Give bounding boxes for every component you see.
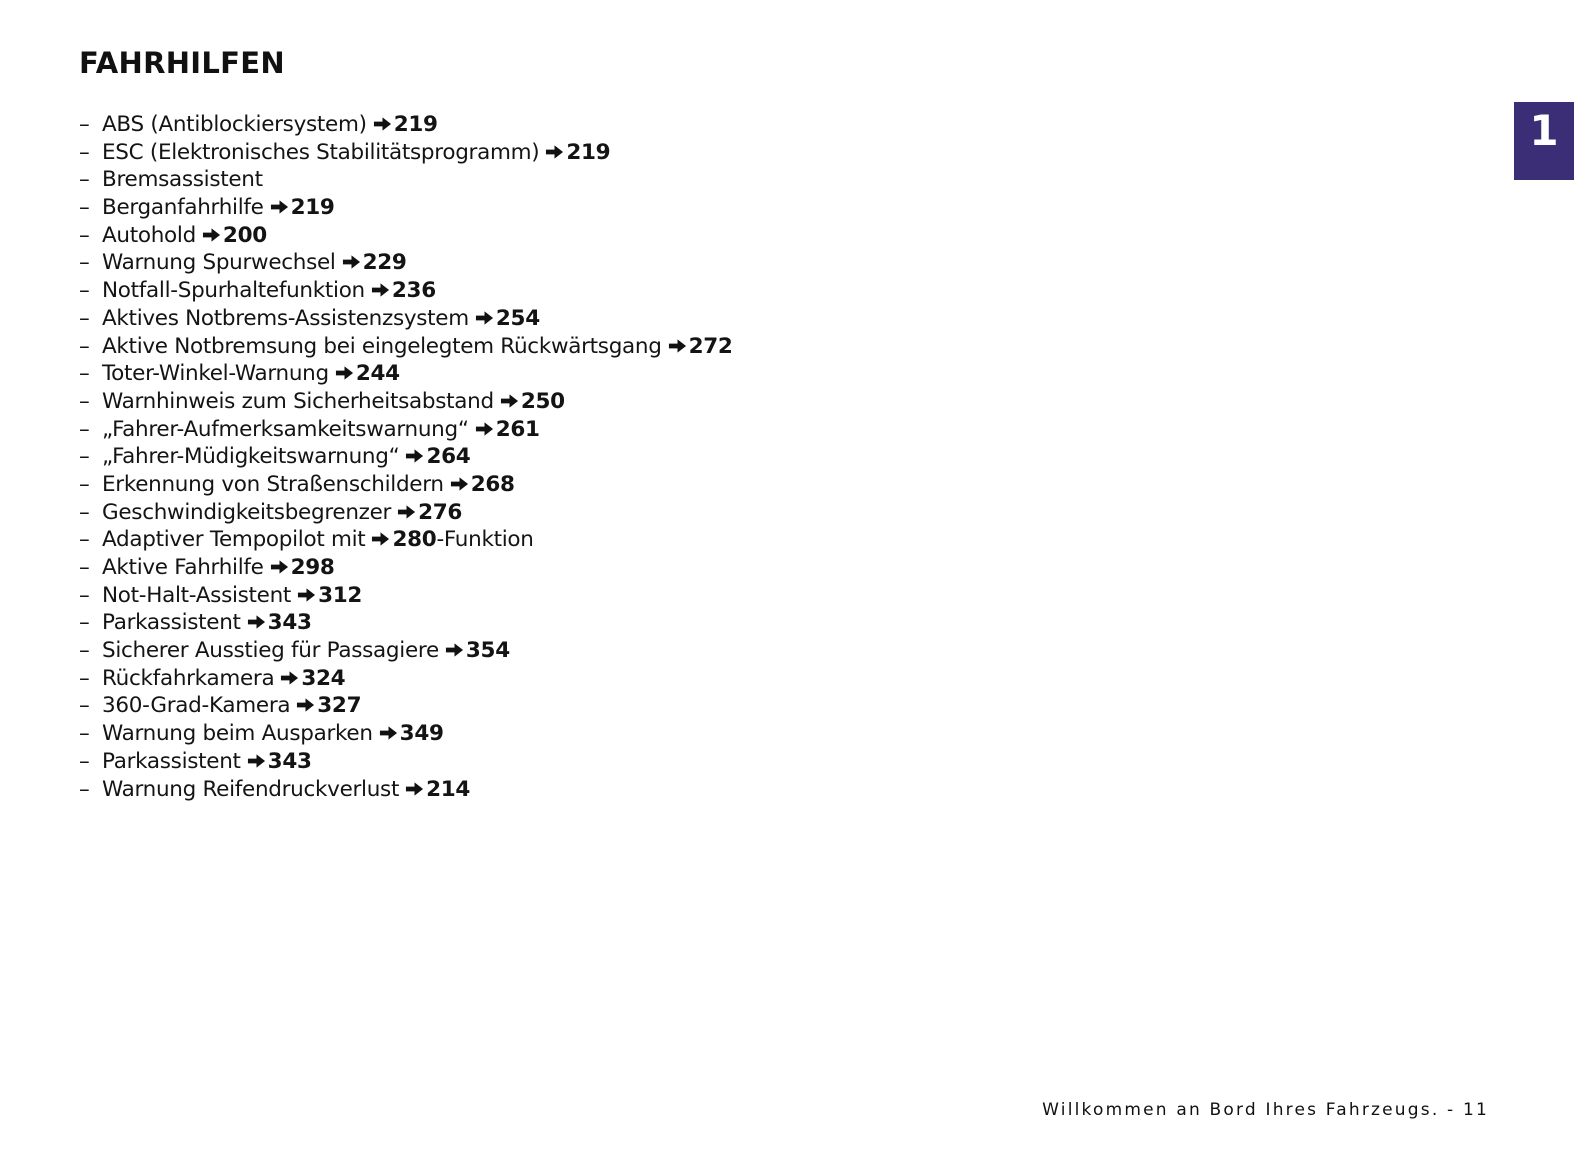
list-item	[79, 637, 733, 665]
arrow-right-icon	[371, 529, 390, 549]
arrow-right-icon	[335, 363, 354, 383]
page-reference-link[interactable]: 354	[465, 638, 510, 664]
page-reference-link[interactable]: 200	[222, 222, 267, 248]
page-reference-link[interactable]: 214	[426, 776, 471, 802]
arrow-right-icon	[379, 723, 398, 743]
page-reference-link[interactable]: 261	[495, 416, 540, 442]
item-label: Autohold	[102, 222, 196, 248]
list-dash: –	[79, 610, 90, 636]
page-reference-link[interactable]: 324	[301, 665, 346, 691]
list-item	[79, 139, 733, 167]
item-label: Warnung Reifendruckverlust	[102, 776, 400, 802]
list-dash: –	[79, 195, 90, 221]
list-dash: –	[79, 444, 90, 470]
item-label: „Fahrer-Aufmerksamkeitswarnung“	[102, 416, 469, 442]
list-item	[79, 222, 733, 250]
list-dash: –	[79, 499, 90, 525]
item-label: 360-Grad-Kamera	[102, 693, 291, 719]
page-reference-link[interactable]: 343	[267, 610, 312, 636]
list-item	[79, 388, 733, 416]
item-suffix: -Funktion	[436, 527, 534, 553]
arrow-right-icon	[297, 585, 316, 605]
list-dash: –	[79, 388, 90, 414]
list-item	[79, 333, 733, 361]
list-dash: –	[79, 665, 90, 691]
item-label: Warnhinweis zum Sicherheitsabstand	[102, 388, 494, 414]
page-reference-link[interactable]: 349	[399, 721, 444, 747]
item-label: Rückfahrkamera	[102, 665, 275, 691]
list-item	[79, 416, 733, 444]
list-dash: –	[79, 471, 90, 497]
item-label: Aktive Fahrhilfe	[102, 555, 264, 580]
page-reference-link[interactable]: 276	[418, 499, 463, 525]
page-reference-link[interactable]: 298	[290, 555, 335, 580]
item-label: „Fahrer-Müdigkeitswarnung“	[102, 444, 400, 470]
arrow-right-icon	[475, 308, 494, 328]
item-label: Aktives Notbrems-Assistenzsystem	[102, 305, 469, 331]
list-item	[79, 360, 733, 388]
item-label: Geschwindigkeitsbegrenzer	[102, 499, 392, 525]
arrow-right-icon	[397, 502, 416, 522]
page-reference-link[interactable]: 219	[290, 195, 335, 221]
arrow-right-icon	[247, 612, 266, 632]
arrow-right-icon	[280, 668, 299, 688]
page-reference-link[interactable]: 254	[495, 305, 540, 331]
list-item	[79, 554, 733, 582]
page-reference-link[interactable]: 219	[393, 112, 438, 137]
list-dash: –	[79, 333, 90, 359]
chapter-tab-number: 1	[1529, 106, 1559, 155]
list-item	[79, 305, 733, 333]
list-dash: –	[79, 278, 90, 304]
arrow-right-icon	[296, 695, 315, 715]
page-reference-link[interactable]: 264	[426, 444, 471, 470]
list-dash: –	[79, 222, 90, 248]
list-dash: –	[79, 167, 90, 193]
item-label: Not-Halt-Assistent	[102, 582, 292, 608]
arrow-right-icon	[247, 751, 266, 771]
item-label: Adaptiver Tempopilot mit	[102, 527, 366, 553]
list-dash: –	[79, 748, 90, 774]
list-item	[79, 776, 733, 804]
list-item	[79, 111, 733, 139]
arrow-right-icon	[202, 225, 221, 245]
arrow-right-icon	[475, 419, 494, 439]
arrow-right-icon	[668, 336, 687, 356]
arrow-right-icon	[373, 114, 392, 134]
arrow-right-icon	[270, 197, 289, 217]
list-dash: –	[79, 721, 90, 747]
item-label: Erkennung von Straßenschildern	[102, 471, 444, 497]
page-reference-link[interactable]: 312	[318, 582, 363, 608]
list-dash: –	[79, 112, 90, 137]
item-label: Notfall-Spurhaltefunktion	[102, 278, 365, 304]
list-dash: –	[79, 527, 90, 553]
arrow-right-icon	[450, 474, 469, 494]
item-label: Warnung beim Ausparken	[102, 721, 373, 747]
list-item	[79, 609, 733, 637]
section-title: FAHRHILFEN	[79, 46, 285, 80]
list-dash: –	[79, 638, 90, 664]
chapter-tab[interactable]	[1514, 102, 1574, 180]
item-label: ESC (Elektronisches Stabilitätsprogramm)	[102, 139, 540, 165]
list-item	[79, 194, 733, 222]
list-item	[79, 748, 733, 776]
list-dash: –	[79, 361, 90, 387]
list-dash: –	[79, 416, 90, 442]
arrow-right-icon	[545, 142, 564, 162]
list-item	[79, 443, 733, 471]
item-label: Parkassistent	[102, 610, 241, 636]
item-label: Warnung Spurwechsel	[102, 250, 336, 276]
arrow-right-icon	[405, 446, 424, 466]
list-dash: –	[79, 305, 90, 331]
page-reference-link[interactable]: 327	[317, 693, 362, 719]
list-item	[79, 665, 733, 693]
list-dash: –	[79, 250, 90, 276]
page-reference-link[interactable]: 272	[688, 333, 733, 359]
list-item	[79, 166, 733, 194]
page-reference-link[interactable]: 268	[470, 471, 515, 497]
list-item	[79, 582, 733, 610]
list-item	[79, 249, 733, 277]
list-item	[79, 720, 733, 748]
arrow-right-icon	[371, 280, 390, 300]
page-reference-link[interactable]: 219	[566, 139, 611, 165]
item-label: Aktive Notbremsung bei eingelegtem Rückwärtsgang	[102, 333, 662, 359]
arrow-right-icon	[500, 391, 519, 411]
page-reference-link[interactable]: 244	[355, 361, 400, 387]
list-item	[79, 277, 733, 305]
list-dash: –	[79, 139, 90, 165]
item-label: Sicherer Ausstieg für Passagiere	[102, 638, 439, 664]
item-label: ABS (Antiblockiersystem)	[102, 112, 367, 137]
item-label: Parkassistent	[102, 748, 241, 774]
arrow-right-icon	[342, 252, 361, 272]
page-reference-link[interactable]: 250	[520, 388, 565, 414]
arrow-right-icon	[270, 557, 289, 577]
list-item	[79, 692, 733, 720]
list-item	[79, 471, 733, 499]
page-reference-link[interactable]: 229	[362, 250, 407, 276]
arrow-right-icon	[405, 779, 424, 799]
list-dash: –	[79, 582, 90, 608]
list-dash: –	[79, 693, 90, 719]
page-footer: Willkommen an Bord Ihres Fahrzeugs. - 11	[1042, 1100, 1489, 1120]
item-label: Berganfahrhilfe	[102, 195, 264, 221]
list-dash: –	[79, 555, 90, 580]
page-reference-link[interactable]: 280	[392, 527, 437, 553]
list-item	[79, 499, 733, 527]
page-reference-link[interactable]: 236	[391, 278, 436, 304]
feature-list	[79, 111, 733, 803]
list-dash: –	[79, 776, 90, 802]
list-item	[79, 526, 733, 554]
item-label: Bremsassistent	[102, 167, 263, 193]
item-label: Toter-Winkel-Warnung	[102, 361, 329, 387]
page-reference-link[interactable]: 343	[267, 748, 312, 774]
arrow-right-icon	[445, 640, 464, 660]
